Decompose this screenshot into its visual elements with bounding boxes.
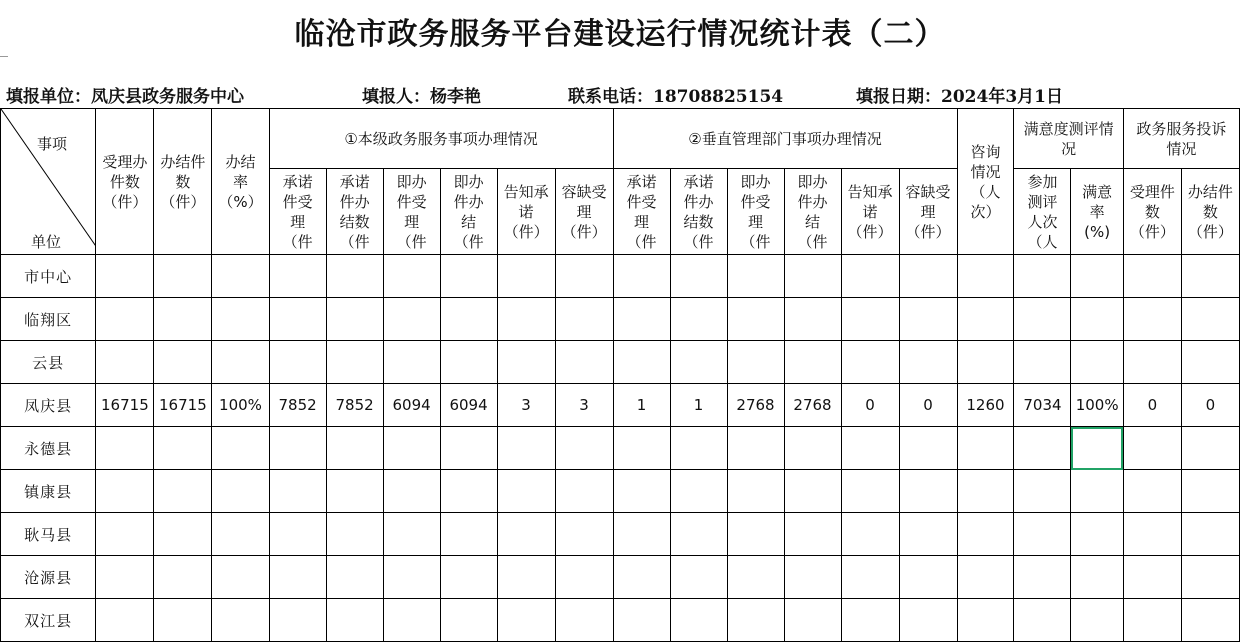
table-cell[interactable]: 1 [670,384,727,427]
table-cell[interactable] [613,341,670,384]
table-cell[interactable] [154,513,212,556]
table-cell[interactable] [1181,255,1239,298]
table-cell[interactable] [727,599,784,642]
table-cell[interactable] [383,341,440,384]
table-cell[interactable] [383,470,440,513]
table-cell[interactable] [269,556,326,599]
table-cell[interactable] [784,427,841,470]
header-promise-completed: 承诺件办结数（件 [326,169,383,255]
header-promise-completed: 承诺件办结数（件 [670,169,727,255]
table-cell[interactable] [613,599,670,642]
table-cell[interactable] [1071,341,1123,384]
table-cell[interactable] [957,599,1014,642]
table-cell[interactable] [670,298,727,341]
table-cell[interactable] [784,341,841,384]
table-cell[interactable]: 6094 [440,384,497,427]
table-cell[interactable] [154,298,212,341]
header-completion-rate: 办结率（%） [212,109,269,255]
table-cell[interactable] [957,255,1014,298]
table-cell[interactable] [383,513,440,556]
table-cell[interactable] [613,513,670,556]
divider [0,56,8,57]
table-cell[interactable] [841,599,899,642]
header-vertical-group: ②垂直管理部门事项办理情况 [613,109,957,169]
header-instant-accepted: 即办件受理（件 [383,169,440,255]
item-label: 事项 [37,135,68,153]
table-cell[interactable] [841,513,899,556]
table-cell[interactable]: 2768 [727,384,784,427]
table-cell[interactable] [154,427,212,470]
table-row [1,427,1240,470]
table-cell[interactable] [555,255,613,298]
table-cell[interactable]: 6094 [383,384,440,427]
row-label[interactable]: 双江县 [1,599,96,642]
table-cell[interactable] [1181,470,1239,513]
table-cell[interactable] [1071,298,1123,341]
header-instant-completed: 即办件办结（件 [784,169,841,255]
table-cell[interactable] [1181,427,1239,470]
table-cell[interactable] [326,427,383,470]
table-body [1,255,1240,642]
table-cell[interactable] [957,298,1014,341]
table-cell[interactable] [957,556,1014,599]
table-cell[interactable] [899,255,957,298]
table-cell[interactable] [1123,513,1181,556]
table-row [1,384,1240,427]
table-cell[interactable] [899,298,957,341]
table-cell[interactable] [555,513,613,556]
table-cell[interactable] [1014,341,1071,384]
table-cell[interactable] [784,599,841,642]
table-cell[interactable] [670,513,727,556]
table-cell[interactable] [841,470,899,513]
table-cell[interactable] [440,470,497,513]
table-cell[interactable] [899,470,957,513]
table-cell[interactable]: 1260 [957,384,1014,427]
table-cell[interactable] [899,341,957,384]
table-row [1,255,1240,298]
table-cell[interactable] [670,556,727,599]
contact-phone: 联系电话：18708825154 [568,87,784,107]
header-promise-accepted: 承诺件受理（件 [613,169,670,255]
table-row [1,470,1240,513]
table-cell[interactable] [613,556,670,599]
table-cell[interactable] [440,513,497,556]
table-cell[interactable] [269,470,326,513]
table-cell[interactable] [440,298,497,341]
row-label[interactable]: 沧源县 [1,556,96,599]
table-cell[interactable] [440,255,497,298]
table-cell[interactable] [555,427,613,470]
table-cell[interactable] [497,513,555,556]
table-cell[interactable] [497,298,555,341]
corner-header [1,109,96,255]
table-cell[interactable] [784,556,841,599]
table-cell[interactable]: 16715 [96,384,154,427]
table-cell[interactable] [957,427,1014,470]
table-cell[interactable] [212,513,269,556]
header-instant-completed: 即办件办结（件 [440,169,497,255]
table-cell[interactable] [440,341,497,384]
table-cell[interactable] [1071,556,1123,599]
header-satisfaction: 满意度测评情况 [1014,109,1123,169]
table-cell[interactable] [957,513,1014,556]
table-cell[interactable] [1071,470,1123,513]
table-cell[interactable] [383,255,440,298]
table-cell[interactable] [899,427,957,470]
table-cell[interactable] [784,513,841,556]
table-cell[interactable] [555,599,613,642]
page-title: 临沧市政务服务平台建设运行情况统计表（二） [294,17,946,52]
table-cell[interactable] [1071,599,1123,642]
table-cell[interactable] [497,427,555,470]
table-cell[interactable] [212,255,269,298]
table-cell[interactable] [1123,556,1181,599]
table-cell[interactable] [613,470,670,513]
table-cell[interactable] [96,298,154,341]
table-cell[interactable] [670,599,727,642]
report-date: 填报日期：2024年3月1日 [856,87,1063,107]
table-cell[interactable] [1123,427,1181,470]
table-cell[interactable] [1014,513,1071,556]
table-cell[interactable] [1071,513,1123,556]
table-cell[interactable] [1014,255,1071,298]
table-cell[interactable] [383,427,440,470]
table-cell[interactable] [899,513,957,556]
row-label[interactable]: 市中心 [1,255,96,298]
row-label[interactable]: 镇康县 [1,470,96,513]
table-cell[interactable] [497,556,555,599]
table-cell[interactable]: 1 [613,384,670,427]
table-cell[interactable] [957,470,1014,513]
table-cell[interactable] [555,341,613,384]
table-cell[interactable] [154,255,212,298]
table-cell[interactable] [1123,298,1181,341]
table-cell[interactable] [1071,427,1123,470]
table-cell[interactable] [555,470,613,513]
row-label[interactable]: 耿马县 [1,513,96,556]
table-cell[interactable] [212,298,269,341]
table-row [1,513,1240,556]
table-cell[interactable] [96,341,154,384]
table-cell[interactable] [154,556,212,599]
header-evaluation-participants: 参加测评人次（人 [1014,169,1071,255]
table-cell[interactable] [1123,255,1181,298]
table-cell[interactable] [269,599,326,642]
table-cell[interactable]: 7852 [326,384,383,427]
table-cell[interactable] [1181,298,1239,341]
table-cell[interactable] [1123,470,1181,513]
table-cell[interactable] [670,255,727,298]
table-cell[interactable] [727,255,784,298]
header-consultation: 咨询情况（人次） [957,109,1014,255]
table-cell[interactable]: 0 [841,384,899,427]
table-cell[interactable] [1181,513,1239,556]
table-cell[interactable] [670,427,727,470]
header-complaint-accepted: 受理件数（件） [1123,169,1181,255]
table-cell[interactable] [727,427,784,470]
table-row [1,599,1240,642]
table-cell[interactable] [555,556,613,599]
table-cell[interactable] [784,470,841,513]
header-completed: 办结件数（件） [154,109,212,255]
table-cell[interactable] [841,556,899,599]
table-cell[interactable] [269,341,326,384]
table-cell[interactable] [1014,427,1071,470]
table-cell[interactable] [326,298,383,341]
table-cell[interactable] [727,341,784,384]
table-cell[interactable] [326,599,383,642]
table-cell[interactable] [440,599,497,642]
table-cell[interactable] [899,599,957,642]
reporting-unit: 填报单位：凤庆县政务服务中心 [6,87,244,107]
table-cell[interactable] [96,513,154,556]
table-cell[interactable] [212,599,269,642]
table-cell[interactable] [326,556,383,599]
table-cell[interactable] [1181,556,1239,599]
unit-label: 单位 [31,233,62,251]
header-instant-accepted: 即办件受理（件 [727,169,784,255]
table-cell[interactable] [1181,341,1239,384]
table-cell[interactable]: 3 [497,384,555,427]
table-cell[interactable] [613,255,670,298]
row-label[interactable]: 永德县 [1,427,96,470]
table-cell[interactable] [383,298,440,341]
row-label[interactable]: 凤庆县 [1,384,96,427]
table-cell[interactable] [841,255,899,298]
table-cell[interactable] [212,470,269,513]
table-cell[interactable] [1181,599,1239,642]
table-cell[interactable]: 0 [899,384,957,427]
table-cell[interactable] [154,341,212,384]
table-cell[interactable] [784,255,841,298]
header-notify-promise: 告知承诺（件） [497,169,555,255]
table-cell[interactable] [727,298,784,341]
table-cell[interactable] [269,513,326,556]
table-cell[interactable] [326,470,383,513]
table-cell[interactable] [96,255,154,298]
table-cell[interactable] [440,556,497,599]
table-cell[interactable] [1014,298,1071,341]
table-cell[interactable] [1014,599,1071,642]
table-cell[interactable]: 2768 [784,384,841,427]
table-cell[interactable] [727,556,784,599]
table-cell[interactable] [326,341,383,384]
table-cell[interactable] [269,255,326,298]
table-cell[interactable] [497,341,555,384]
table-cell[interactable] [269,427,326,470]
table-cell[interactable] [383,556,440,599]
table-cell[interactable] [1014,470,1071,513]
table-cell[interactable] [613,427,670,470]
table-cell[interactable] [269,298,326,341]
table-cell[interactable]: 100% [1071,384,1123,427]
header-complaint-completed: 办结件数（件） [1181,169,1239,255]
table-cell[interactable] [841,298,899,341]
table-cell[interactable] [326,255,383,298]
table-cell[interactable] [497,255,555,298]
header-local-group: ①本级政务服务事项办理情况 [269,109,613,169]
table-cell[interactable] [784,298,841,341]
table-cell[interactable] [613,298,670,341]
reporter: 填报人：杨李艳 [362,87,481,107]
table-cell[interactable] [555,298,613,341]
table-cell[interactable] [1014,556,1071,599]
table-cell[interactable]: 100% [212,384,269,427]
table-cell[interactable] [154,599,212,642]
row-label[interactable]: 云县 [1,341,96,384]
table-row [1,341,1240,384]
table-cell[interactable] [727,470,784,513]
table-cell[interactable] [326,513,383,556]
table-cell[interactable] [96,556,154,599]
table-cell[interactable] [96,599,154,642]
table-cell[interactable] [670,470,727,513]
table-cell[interactable] [1123,599,1181,642]
header-complaints: 政务服务投诉情况 [1123,109,1239,169]
table-cell[interactable]: 7852 [269,384,326,427]
table-cell[interactable]: 0 [1181,384,1239,427]
table-cell[interactable] [383,599,440,642]
table-cell[interactable] [1071,255,1123,298]
table-cell[interactable] [212,341,269,384]
table-cell[interactable] [96,470,154,513]
header-promise-accepted: 承诺件受理（件 [269,169,326,255]
table-cell[interactable] [212,556,269,599]
table-cell[interactable] [899,556,957,599]
header-tolerance-accepted: 容缺受理（件） [555,169,613,255]
table-cell[interactable] [957,341,1014,384]
table-cell[interactable] [154,470,212,513]
table-row [1,556,1240,599]
header-accepted: 受理办件数（件） [96,109,154,255]
table-cell[interactable] [841,427,899,470]
table-cell[interactable] [497,470,555,513]
table-cell[interactable] [670,341,727,384]
table-cell[interactable] [96,427,154,470]
table-cell[interactable] [841,341,899,384]
table-cell[interactable]: 3 [555,384,613,427]
statistics-table [0,108,1240,642]
table-cell[interactable] [1123,341,1181,384]
table-cell[interactable] [212,427,269,470]
table-cell[interactable]: 7034 [1014,384,1071,427]
table-cell[interactable]: 0 [1123,384,1181,427]
header-satisfaction-rate: 满意率(%) [1071,169,1123,255]
table-cell[interactable] [440,427,497,470]
header-tolerance-accepted: 容缺受理（件） [899,169,957,255]
table-cell[interactable]: 16715 [154,384,212,427]
table-cell[interactable] [727,513,784,556]
header-notify-promise: 告知承诺（件） [841,169,899,255]
table-cell[interactable] [497,599,555,642]
row-label[interactable]: 临翔区 [1,298,96,341]
table-row [1,298,1240,341]
